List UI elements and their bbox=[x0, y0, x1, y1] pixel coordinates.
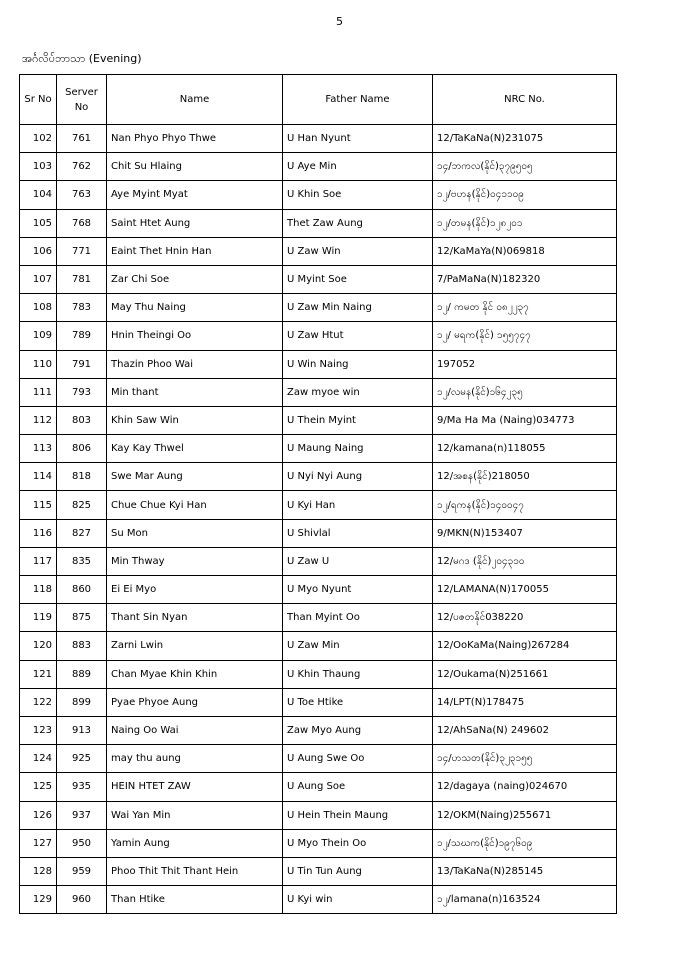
cell-sr-no: 124 bbox=[20, 745, 57, 773]
cell-nrc-no: 9/MKN(N)153407 bbox=[433, 519, 617, 547]
cell-nrc-no: ၁၄/ဘကလ(နိုင်)၃၇၉၅၀၅ bbox=[433, 153, 617, 181]
cell-sr-no: 110 bbox=[20, 350, 57, 378]
table-row bbox=[20, 491, 617, 519]
cell-server-no: 771 bbox=[57, 237, 107, 265]
cell-father-name: U Zaw Win bbox=[283, 237, 433, 265]
cell-nrc-no: 12/ပဇတနိုင်038220 bbox=[433, 604, 617, 632]
cell-name: Su Mon bbox=[107, 519, 283, 547]
table-row bbox=[20, 294, 617, 322]
cell-sr-no: 119 bbox=[20, 604, 57, 632]
cell-name: Min thant bbox=[107, 378, 283, 406]
cell-sr-no: 106 bbox=[20, 237, 57, 265]
cell-server-no: 925 bbox=[57, 745, 107, 773]
table-row bbox=[20, 801, 617, 829]
cell-nrc-no: 7/PaMaNa(N)182320 bbox=[433, 265, 617, 293]
cell-name: May Thu Naing bbox=[107, 294, 283, 322]
cell-name: Wai Yan Min bbox=[107, 801, 283, 829]
cell-name: Pyae Phyoe Aung bbox=[107, 688, 283, 716]
cell-father-name: U Shivlal bbox=[283, 519, 433, 547]
cell-father-name: U Nyi Nyi Aung bbox=[283, 463, 433, 491]
table-row bbox=[20, 153, 617, 181]
cell-server-no: 803 bbox=[57, 406, 107, 434]
table-row bbox=[20, 350, 617, 378]
cell-name: Phoo Thit Thit Thant Hein bbox=[107, 857, 283, 885]
cell-nrc-no: 12/TaKaNa(N)231075 bbox=[433, 125, 617, 153]
cell-nrc-no: ၁၂/ မရက(နိုင်) ၁၅၅၇၄၇ bbox=[433, 322, 617, 350]
cell-sr-no: 105 bbox=[20, 209, 57, 237]
cell-server-no: 783 bbox=[57, 294, 107, 322]
cell-father-name: Zaw Myo Aung bbox=[283, 716, 433, 744]
cell-nrc-no: ၁၂/သဃက(နိုင်)၁၉၇၆၀၉ bbox=[433, 829, 617, 857]
cell-server-no: 913 bbox=[57, 716, 107, 744]
cell-father-name: U Zaw Min bbox=[283, 632, 433, 660]
header-server-line2: No bbox=[74, 101, 89, 113]
header-name: Name bbox=[107, 75, 283, 125]
table-row bbox=[20, 576, 617, 604]
cell-name: Ei Ei Myo bbox=[107, 576, 283, 604]
cell-nrc-no: ၁၂/lamana(n)163524 bbox=[433, 886, 617, 914]
cell-nrc-no: 9/Ma Ha Ma (Naing)034773 bbox=[433, 406, 617, 434]
cell-server-no: 768 bbox=[57, 209, 107, 237]
cell-server-no: 935 bbox=[57, 773, 107, 801]
cell-nrc-no: ၁၂/ရကန(နိုင်)၁၄၀၀၄၇ bbox=[433, 491, 617, 519]
table-row bbox=[20, 632, 617, 660]
table-row bbox=[20, 322, 617, 350]
cell-sr-no: 118 bbox=[20, 576, 57, 604]
cell-sr-no: 122 bbox=[20, 688, 57, 716]
table-row bbox=[20, 209, 617, 237]
cell-sr-no: 111 bbox=[20, 378, 57, 406]
header-server-no bbox=[57, 75, 107, 125]
table-row bbox=[20, 378, 617, 406]
cell-nrc-no: 12/KaMaYa(N)069818 bbox=[433, 237, 617, 265]
cell-nrc-no: 12/kamana(n)118055 bbox=[433, 435, 617, 463]
cell-nrc-no: 197052 bbox=[433, 350, 617, 378]
cell-father-name: U Tin Tun Aung bbox=[283, 857, 433, 885]
table-row bbox=[20, 773, 617, 801]
table-row bbox=[20, 745, 617, 773]
table-row bbox=[20, 886, 617, 914]
cell-sr-no: 104 bbox=[20, 181, 57, 209]
cell-name: Zarni Lwin bbox=[107, 632, 283, 660]
cell-sr-no: 127 bbox=[20, 829, 57, 857]
header-server-line1: Server bbox=[65, 86, 98, 98]
cell-sr-no: 115 bbox=[20, 491, 57, 519]
cell-nrc-no: 14/LPT(N)178475 bbox=[433, 688, 617, 716]
table-row bbox=[20, 519, 617, 547]
header-sr-no: Sr No bbox=[20, 75, 57, 125]
cell-server-no: 761 bbox=[57, 125, 107, 153]
cell-nrc-no: ၁၄/ဟသတ(နိုင်)၃၂၃၁၅၅ bbox=[433, 745, 617, 773]
header-row bbox=[20, 75, 617, 125]
cell-nrc-no: 12/OoKaMa(Naing)267284 bbox=[433, 632, 617, 660]
cell-server-no: 860 bbox=[57, 576, 107, 604]
cell-sr-no: 109 bbox=[20, 322, 57, 350]
section-title: အင်္ဂလိပ်ဘာသာ (Evening) bbox=[22, 52, 142, 65]
cell-sr-no: 125 bbox=[20, 773, 57, 801]
cell-nrc-no: 12/Oukama(N)251661 bbox=[433, 660, 617, 688]
cell-sr-no: 128 bbox=[20, 857, 57, 885]
table-row bbox=[20, 716, 617, 744]
cell-name: Thant Sin Nyan bbox=[107, 604, 283, 632]
cell-sr-no: 120 bbox=[20, 632, 57, 660]
header-nrc-no: NRC No. bbox=[433, 75, 617, 125]
cell-sr-no: 103 bbox=[20, 153, 57, 181]
roster-table bbox=[19, 74, 617, 914]
cell-father-name: U Myo Thein Oo bbox=[283, 829, 433, 857]
cell-sr-no: 117 bbox=[20, 547, 57, 575]
cell-server-no: 781 bbox=[57, 265, 107, 293]
table-row bbox=[20, 463, 617, 491]
cell-server-no: 827 bbox=[57, 519, 107, 547]
cell-nrc-no: 12/AhSaNa(N) 249602 bbox=[433, 716, 617, 744]
cell-sr-no: 116 bbox=[20, 519, 57, 547]
cell-server-no: 959 bbox=[57, 857, 107, 885]
cell-father-name: U Aung Soe bbox=[283, 773, 433, 801]
cell-server-no: 818 bbox=[57, 463, 107, 491]
cell-father-name: U Myo Nyunt bbox=[283, 576, 433, 604]
cell-father-name: U Zaw U bbox=[283, 547, 433, 575]
cell-server-no: 950 bbox=[57, 829, 107, 857]
roster-body bbox=[20, 125, 617, 914]
cell-father-name: U Win Naing bbox=[283, 350, 433, 378]
cell-sr-no: 126 bbox=[20, 801, 57, 829]
cell-father-name: Thet Zaw Aung bbox=[283, 209, 433, 237]
cell-server-no: 899 bbox=[57, 688, 107, 716]
table-row bbox=[20, 181, 617, 209]
cell-name: Chue Chue Kyi Han bbox=[107, 491, 283, 519]
cell-nrc-no: 12/dagaya (naing)024670 bbox=[433, 773, 617, 801]
cell-nrc-no: ၁၂/ဗဟန(နိုင်)၀၄၁၁၀၉ bbox=[433, 181, 617, 209]
cell-father-name: U Toe Htike bbox=[283, 688, 433, 716]
table-row bbox=[20, 406, 617, 434]
cell-name: HEIN HTET ZAW bbox=[107, 773, 283, 801]
cell-server-no: 763 bbox=[57, 181, 107, 209]
table-row bbox=[20, 125, 617, 153]
cell-name: Yamin Aung bbox=[107, 829, 283, 857]
cell-sr-no: 114 bbox=[20, 463, 57, 491]
cell-nrc-no: 13/TaKaNa(N)285145 bbox=[433, 857, 617, 885]
page-number: 5 bbox=[336, 15, 343, 28]
cell-server-no: 875 bbox=[57, 604, 107, 632]
cell-name: Hnin Theingi Oo bbox=[107, 322, 283, 350]
cell-name: Swe Mar Aung bbox=[107, 463, 283, 491]
cell-father-name: U Myint Soe bbox=[283, 265, 433, 293]
cell-server-no: 791 bbox=[57, 350, 107, 378]
cell-father-name: U Hein Thein Maung bbox=[283, 801, 433, 829]
table-row bbox=[20, 688, 617, 716]
cell-server-no: 825 bbox=[57, 491, 107, 519]
cell-father-name: U Han Nyunt bbox=[283, 125, 433, 153]
table-row bbox=[20, 857, 617, 885]
cell-name: Saint Htet Aung bbox=[107, 209, 283, 237]
table-row bbox=[20, 435, 617, 463]
cell-sr-no: 102 bbox=[20, 125, 57, 153]
cell-father-name: U Aung Swe Oo bbox=[283, 745, 433, 773]
cell-name: Aye Myint Myat bbox=[107, 181, 283, 209]
table-row bbox=[20, 547, 617, 575]
cell-name: Kay Kay Thwel bbox=[107, 435, 283, 463]
table-row bbox=[20, 265, 617, 293]
cell-server-no: 883 bbox=[57, 632, 107, 660]
cell-server-no: 960 bbox=[57, 886, 107, 914]
cell-nrc-no: ၁၂/ ကမတ နိုင် ၀၈၂၂၃၇ bbox=[433, 294, 617, 322]
cell-server-no: 806 bbox=[57, 435, 107, 463]
cell-server-no: 937 bbox=[57, 801, 107, 829]
cell-name: Chan Myae Khin Khin bbox=[107, 660, 283, 688]
cell-name: Eaint Thet Hnin Han bbox=[107, 237, 283, 265]
cell-father-name: U Thein Myint bbox=[283, 406, 433, 434]
cell-sr-no: 112 bbox=[20, 406, 57, 434]
cell-nrc-no: 12/မဂဒ (နိုင်)၂၀၄၃၁၀ bbox=[433, 547, 617, 575]
table-row bbox=[20, 604, 617, 632]
cell-name: may thu aung bbox=[107, 745, 283, 773]
cell-name: Min Thway bbox=[107, 547, 283, 575]
cell-sr-no: 113 bbox=[20, 435, 57, 463]
cell-nrc-no: ၁၂/လမန(နိုင်)၁၆၄၂၃၅ bbox=[433, 378, 617, 406]
cell-sr-no: 123 bbox=[20, 716, 57, 744]
cell-nrc-no: 12/LAMANA(N)170055 bbox=[433, 576, 617, 604]
header-father-name: Father Name bbox=[283, 75, 433, 125]
cell-father-name: U Zaw Min Naing bbox=[283, 294, 433, 322]
cell-name: Khin Saw Win bbox=[107, 406, 283, 434]
cell-server-no: 789 bbox=[57, 322, 107, 350]
cell-server-no: 762 bbox=[57, 153, 107, 181]
table-row bbox=[20, 829, 617, 857]
cell-father-name: U Zaw Htut bbox=[283, 322, 433, 350]
cell-father-name: U Maung Naing bbox=[283, 435, 433, 463]
cell-name: Than Htike bbox=[107, 886, 283, 914]
cell-sr-no: 108 bbox=[20, 294, 57, 322]
cell-nrc-no: 12/အစန(နိုင်)218050 bbox=[433, 463, 617, 491]
cell-father-name: U Kyi win bbox=[283, 886, 433, 914]
cell-name: Nan Phyo Phyo Thwe bbox=[107, 125, 283, 153]
cell-father-name: U Khin Thaung bbox=[283, 660, 433, 688]
cell-nrc-no: 12/OKM(Naing)255671 bbox=[433, 801, 617, 829]
cell-sr-no: 107 bbox=[20, 265, 57, 293]
cell-sr-no: 121 bbox=[20, 660, 57, 688]
cell-father-name: Zaw myoe win bbox=[283, 378, 433, 406]
cell-server-no: 835 bbox=[57, 547, 107, 575]
cell-father-name: U Khin Soe bbox=[283, 181, 433, 209]
cell-name: Zar Chi Soe bbox=[107, 265, 283, 293]
cell-father-name: U Kyi Han bbox=[283, 491, 433, 519]
cell-nrc-no: ၁၂/တမန(နိုင်)၁၂၈၂၀၁ bbox=[433, 209, 617, 237]
cell-father-name: Than Myint Oo bbox=[283, 604, 433, 632]
cell-sr-no: 129 bbox=[20, 886, 57, 914]
table-row bbox=[20, 237, 617, 265]
table-row bbox=[20, 660, 617, 688]
cell-name: Thazin Phoo Wai bbox=[107, 350, 283, 378]
cell-father-name: U Aye Min bbox=[283, 153, 433, 181]
cell-name: Naing Oo Wai bbox=[107, 716, 283, 744]
cell-name: Chit Su Hlaing bbox=[107, 153, 283, 181]
cell-server-no: 793 bbox=[57, 378, 107, 406]
cell-server-no: 889 bbox=[57, 660, 107, 688]
